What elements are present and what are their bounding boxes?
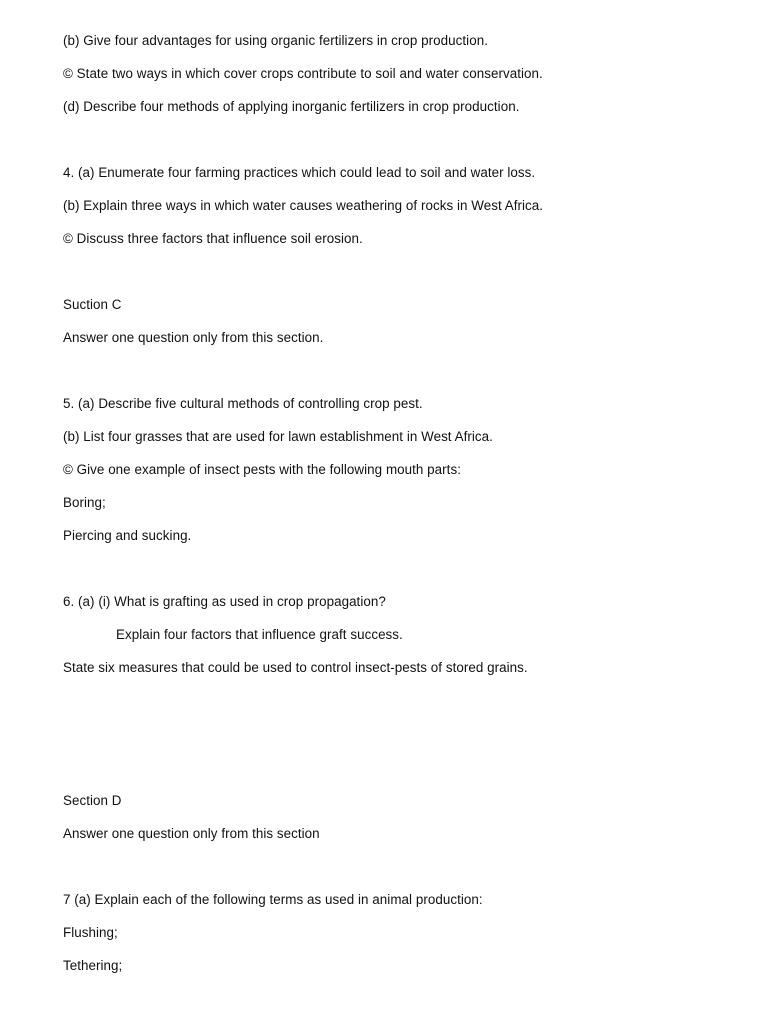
- q3-part-d: (d) Describe four methods of applying inorganic fertilizers in crop production.: [63, 99, 520, 114]
- q3-part-b: (b) Give four advantages for using organic fertilizers in crop production.: [63, 33, 488, 48]
- q6-part-a: 6. (a) (i) What is grafting as used in crop propagation?: [63, 594, 386, 609]
- q4-part-a: 4. (a) Enumerate four farming practices which could lead to soil and water loss.: [63, 165, 536, 180]
- section-d-instruction: Answer one question only from this section: [63, 826, 320, 841]
- q5-part-c: © Give one example of insect pests with the following mouth parts:: [63, 462, 461, 477]
- q6-part-a-ii: Explain four factors that influence graft success.: [116, 627, 403, 642]
- q5-item-boring: Boring;: [63, 495, 106, 510]
- q4-part-b: (b) Explain three ways in which water causes weathering of rocks in West Africa.: [63, 198, 544, 213]
- q3-part-c: © State two ways in which cover crops contribute to soil and water conservation.: [63, 66, 543, 81]
- section-c-instruction: Answer one question only from this section.: [63, 330, 324, 345]
- section-c-heading: Suction C: [63, 297, 122, 312]
- section-d-heading: Section D: [63, 793, 122, 808]
- q5-part-a: 5. (a) Describe five cultural methods of controlling crop pest.: [63, 396, 423, 411]
- q6-part-b: State six measures that could be used to control insect-pests of stored grains.: [63, 660, 528, 675]
- q7-item-flushing: Flushing;: [63, 925, 118, 940]
- q5-part-b: (b) List four grasses that are used for lawn establishment in West Africa.: [63, 429, 493, 444]
- q7-item-tethering: Tethering;: [63, 958, 123, 973]
- q5-item-piercing: Piercing and sucking.: [63, 528, 192, 543]
- q4-part-c: © Discuss three factors that influence soil erosion.: [63, 231, 363, 246]
- q7-part-a: 7 (a) Explain each of the following terms as used in animal production:: [63, 892, 483, 907]
